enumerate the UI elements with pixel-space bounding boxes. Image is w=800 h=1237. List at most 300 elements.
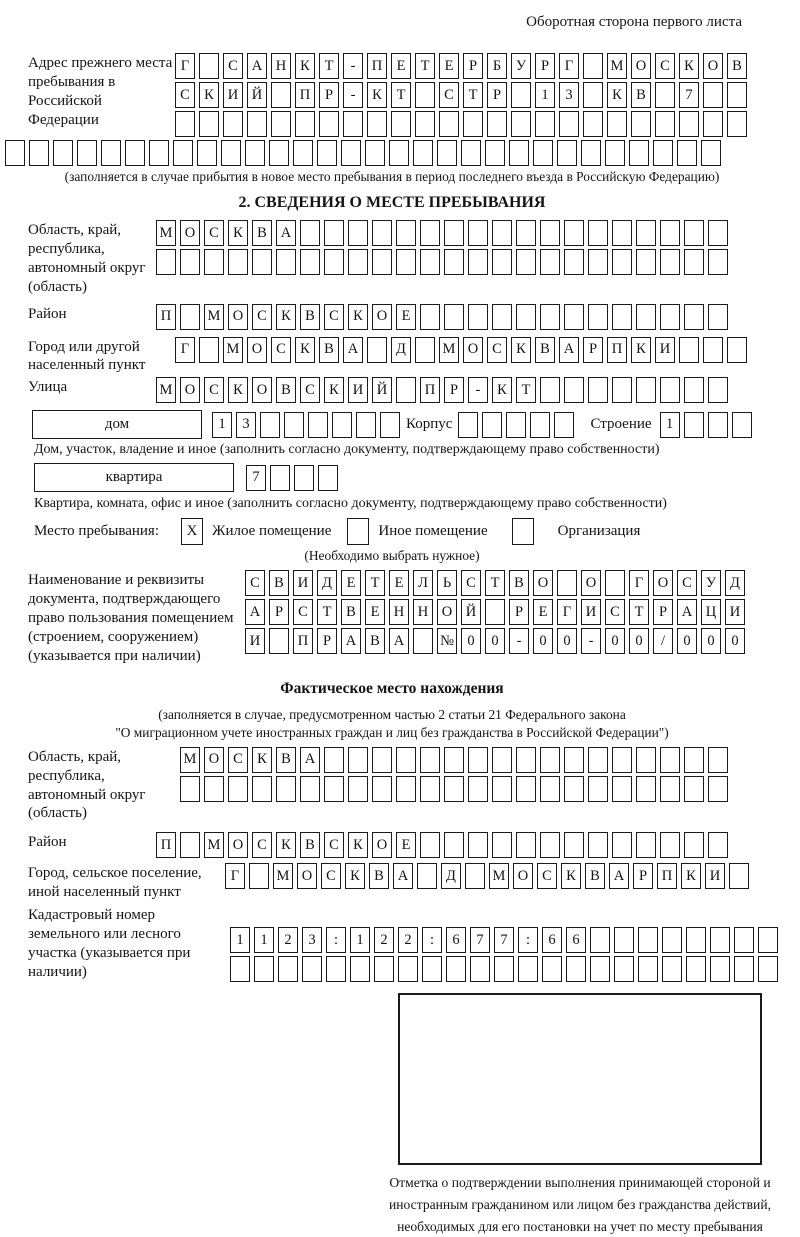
char-box[interactable]: С — [252, 832, 272, 858]
char-box[interactable] — [655, 111, 675, 137]
char-box[interactable] — [554, 412, 574, 438]
char-box[interactable] — [708, 220, 728, 246]
char-box[interactable]: В — [276, 377, 296, 403]
char-box[interactable]: К — [295, 53, 315, 79]
char-box[interactable] — [29, 140, 49, 166]
char-box[interactable]: - — [509, 628, 529, 654]
char-box[interactable] — [557, 140, 577, 166]
char-box[interactable] — [422, 956, 442, 982]
char-box[interactable] — [679, 111, 699, 137]
char-box[interactable] — [530, 412, 550, 438]
char-box[interactable]: 0 — [629, 628, 649, 654]
char-box[interactable]: / — [653, 628, 673, 654]
char-box[interactable] — [614, 956, 634, 982]
char-box[interactable]: В — [300, 304, 320, 330]
char-box[interactable] — [583, 53, 603, 79]
char-box[interactable] — [588, 776, 608, 802]
char-box[interactable] — [564, 377, 584, 403]
char-box[interactable] — [173, 140, 193, 166]
char-box[interactable] — [343, 111, 363, 137]
char-box[interactable]: Н — [271, 53, 291, 79]
char-box[interactable] — [542, 956, 562, 982]
char-box[interactable]: К — [511, 337, 531, 363]
char-box[interactable] — [380, 412, 400, 438]
char-box[interactable]: К — [607, 82, 627, 108]
char-box[interactable]: К — [324, 377, 344, 403]
char-box[interactable] — [295, 111, 315, 137]
char-box[interactable] — [204, 249, 224, 275]
char-box[interactable] — [506, 412, 526, 438]
char-box[interactable]: К — [345, 863, 365, 889]
char-box[interactable]: Р — [319, 82, 339, 108]
char-box[interactable]: № — [437, 628, 457, 654]
char-box[interactable]: В — [727, 53, 747, 79]
char-box[interactable]: 3 — [236, 412, 256, 438]
char-box[interactable]: 6 — [542, 927, 562, 953]
char-box[interactable]: Г — [175, 53, 195, 79]
char-box[interactable]: С — [487, 337, 507, 363]
char-box[interactable] — [180, 776, 200, 802]
char-box[interactable] — [356, 412, 376, 438]
apartment-name-box[interactable]: квартира — [34, 463, 234, 492]
char-box[interactable]: 0 — [605, 628, 625, 654]
char-box[interactable]: Е — [396, 832, 416, 858]
char-box[interactable] — [260, 412, 280, 438]
char-box[interactable]: В — [509, 570, 529, 596]
char-box[interactable] — [420, 220, 440, 246]
char-box[interactable] — [636, 832, 656, 858]
char-box[interactable] — [684, 304, 704, 330]
char-box[interactable]: К — [199, 82, 219, 108]
char-box[interactable] — [300, 776, 320, 802]
char-box[interactable] — [727, 337, 747, 363]
stay-type-checkbox-residential[interactable]: X — [181, 518, 203, 545]
char-box[interactable]: К — [295, 337, 315, 363]
char-box[interactable]: Е — [396, 304, 416, 330]
char-box[interactable]: Р — [444, 377, 464, 403]
char-box[interactable] — [487, 111, 507, 137]
char-box[interactable] — [734, 956, 754, 982]
char-box[interactable] — [588, 832, 608, 858]
char-box[interactable] — [653, 140, 673, 166]
char-box[interactable] — [636, 249, 656, 275]
char-box[interactable] — [324, 249, 344, 275]
char-box[interactable]: Р — [269, 599, 289, 625]
char-box[interactable]: С — [228, 747, 248, 773]
char-box[interactable] — [415, 337, 435, 363]
char-box[interactable] — [540, 220, 560, 246]
char-box[interactable]: Е — [533, 599, 553, 625]
char-box[interactable]: Р — [463, 53, 483, 79]
char-box[interactable]: О — [703, 53, 723, 79]
char-box[interactable] — [367, 111, 387, 137]
char-box[interactable] — [300, 220, 320, 246]
char-box[interactable]: П — [420, 377, 440, 403]
char-box[interactable] — [708, 747, 728, 773]
char-box[interactable] — [348, 747, 368, 773]
char-box[interactable] — [396, 776, 416, 802]
char-box[interactable] — [559, 111, 579, 137]
char-box[interactable]: Т — [463, 82, 483, 108]
char-box[interactable]: 6 — [446, 927, 466, 953]
char-box[interactable]: С — [439, 82, 459, 108]
char-box[interactable] — [398, 956, 418, 982]
char-box[interactable] — [612, 832, 632, 858]
char-box[interactable]: В — [585, 863, 605, 889]
char-box[interactable] — [372, 776, 392, 802]
char-box[interactable] — [252, 249, 272, 275]
char-box[interactable] — [492, 220, 512, 246]
char-box[interactable] — [492, 832, 512, 858]
char-box[interactable]: 0 — [677, 628, 697, 654]
char-box[interactable] — [710, 927, 730, 953]
char-box[interactable]: А — [245, 599, 265, 625]
char-box[interactable]: В — [276, 747, 296, 773]
char-box[interactable] — [588, 377, 608, 403]
char-box[interactable] — [732, 412, 752, 438]
char-box[interactable] — [588, 304, 608, 330]
char-box[interactable]: Р — [317, 628, 337, 654]
char-box[interactable]: К — [348, 304, 368, 330]
char-box[interactable]: С — [204, 377, 224, 403]
char-box[interactable] — [324, 220, 344, 246]
char-box[interactable] — [341, 140, 361, 166]
char-box[interactable]: М — [180, 747, 200, 773]
char-box[interactable]: - — [468, 377, 488, 403]
char-box[interactable]: О — [297, 863, 317, 889]
char-box[interactable] — [391, 111, 411, 137]
char-box[interactable]: П — [607, 337, 627, 363]
char-box[interactable]: Ц — [701, 599, 721, 625]
char-box[interactable] — [228, 249, 248, 275]
char-box[interactable] — [710, 956, 730, 982]
char-box[interactable] — [566, 956, 586, 982]
char-box[interactable]: Г — [557, 599, 577, 625]
char-box[interactable] — [230, 956, 250, 982]
char-box[interactable] — [662, 927, 682, 953]
char-box[interactable]: К — [276, 304, 296, 330]
char-box[interactable]: И — [705, 863, 725, 889]
char-box[interactable]: Т — [485, 570, 505, 596]
char-box[interactable]: С — [245, 570, 265, 596]
char-box[interactable]: Д — [317, 570, 337, 596]
char-box[interactable] — [758, 956, 778, 982]
char-box[interactable] — [612, 220, 632, 246]
char-box[interactable]: О — [180, 377, 200, 403]
char-box[interactable] — [708, 304, 728, 330]
char-box[interactable] — [180, 304, 200, 330]
char-box[interactable]: В — [369, 863, 389, 889]
char-box[interactable] — [590, 927, 610, 953]
char-box[interactable] — [684, 832, 704, 858]
char-box[interactable]: В — [631, 82, 651, 108]
char-box[interactable]: О — [372, 304, 392, 330]
char-box[interactable]: 1 — [230, 927, 250, 953]
char-box[interactable] — [516, 776, 536, 802]
char-box[interactable] — [245, 140, 265, 166]
char-box[interactable]: 0 — [485, 628, 505, 654]
char-box[interactable]: О — [463, 337, 483, 363]
char-box[interactable]: П — [293, 628, 313, 654]
char-box[interactable] — [396, 377, 416, 403]
char-box[interactable] — [468, 776, 488, 802]
char-box[interactable] — [77, 140, 97, 166]
char-box[interactable] — [367, 337, 387, 363]
char-box[interactable] — [631, 111, 651, 137]
char-box[interactable]: Е — [439, 53, 459, 79]
char-box[interactable]: О — [533, 570, 553, 596]
char-box[interactable] — [249, 863, 269, 889]
char-box[interactable]: О — [631, 53, 651, 79]
char-box[interactable]: 1 — [535, 82, 555, 108]
char-box[interactable] — [444, 776, 464, 802]
char-box[interactable] — [708, 776, 728, 802]
char-box[interactable] — [293, 140, 313, 166]
char-box[interactable]: - — [581, 628, 601, 654]
char-box[interactable]: - — [343, 53, 363, 79]
char-box[interactable]: А — [389, 628, 409, 654]
char-box[interactable] — [437, 140, 457, 166]
char-box[interactable]: В — [300, 832, 320, 858]
char-box[interactable]: П — [295, 82, 315, 108]
char-box[interactable] — [284, 412, 304, 438]
char-box[interactable] — [660, 776, 680, 802]
char-box[interactable] — [581, 140, 601, 166]
char-box[interactable]: П — [657, 863, 677, 889]
char-box[interactable] — [420, 832, 440, 858]
char-box[interactable]: С — [321, 863, 341, 889]
char-box[interactable]: О — [180, 220, 200, 246]
char-box[interactable] — [518, 956, 538, 982]
char-box[interactable]: 2 — [278, 927, 298, 953]
char-box[interactable]: В — [535, 337, 555, 363]
char-box[interactable] — [125, 140, 145, 166]
char-box[interactable] — [468, 832, 488, 858]
char-box[interactable] — [276, 776, 296, 802]
char-box[interactable] — [684, 412, 704, 438]
char-box[interactable]: Д — [391, 337, 411, 363]
char-box[interactable]: Г — [559, 53, 579, 79]
char-box[interactable] — [677, 140, 697, 166]
char-box[interactable] — [348, 220, 368, 246]
char-box[interactable] — [156, 249, 176, 275]
char-box[interactable] — [199, 53, 219, 79]
char-box[interactable]: - — [343, 82, 363, 108]
char-box[interactable]: С — [252, 304, 272, 330]
char-box[interactable] — [655, 82, 675, 108]
char-box[interactable]: С — [293, 599, 313, 625]
char-box[interactable] — [199, 111, 219, 137]
char-box[interactable]: Й — [247, 82, 267, 108]
char-box[interactable] — [446, 956, 466, 982]
char-box[interactable] — [494, 956, 514, 982]
stay-type-checkbox-organization[interactable] — [512, 518, 534, 545]
char-box[interactable] — [374, 956, 394, 982]
char-box[interactable]: А — [300, 747, 320, 773]
char-box[interactable] — [564, 304, 584, 330]
char-box[interactable]: С — [271, 337, 291, 363]
char-box[interactable] — [612, 249, 632, 275]
char-box[interactable]: О — [204, 747, 224, 773]
char-box[interactable] — [557, 570, 577, 596]
char-box[interactable]: Е — [391, 53, 411, 79]
char-box[interactable]: К — [631, 337, 651, 363]
char-box[interactable]: Р — [535, 53, 555, 79]
char-box[interactable] — [511, 82, 531, 108]
char-box[interactable]: С — [324, 304, 344, 330]
char-box[interactable] — [660, 304, 680, 330]
char-box[interactable]: И — [655, 337, 675, 363]
char-box[interactable] — [247, 111, 267, 137]
char-box[interactable] — [458, 412, 478, 438]
stay-type-checkbox-other-premises[interactable] — [347, 518, 369, 545]
char-box[interactable] — [686, 927, 706, 953]
char-box[interactable]: О — [228, 832, 248, 858]
char-box[interactable]: 0 — [557, 628, 577, 654]
char-box[interactable]: 7 — [494, 927, 514, 953]
char-box[interactable] — [492, 776, 512, 802]
char-box[interactable] — [326, 956, 346, 982]
char-box[interactable] — [684, 220, 704, 246]
char-box[interactable] — [396, 249, 416, 275]
char-box[interactable]: К — [367, 82, 387, 108]
char-box[interactable] — [660, 220, 680, 246]
char-box[interactable] — [302, 956, 322, 982]
char-box[interactable] — [564, 832, 584, 858]
char-box[interactable] — [564, 776, 584, 802]
char-box[interactable] — [535, 111, 555, 137]
char-box[interactable] — [605, 570, 625, 596]
char-box[interactable]: С — [223, 53, 243, 79]
char-box[interactable]: Г — [225, 863, 245, 889]
char-box[interactable] — [420, 249, 440, 275]
char-box[interactable] — [636, 747, 656, 773]
char-box[interactable]: С — [605, 599, 625, 625]
char-box[interactable]: С — [204, 220, 224, 246]
char-box[interactable] — [492, 304, 512, 330]
char-box[interactable] — [197, 140, 217, 166]
char-box[interactable] — [636, 377, 656, 403]
char-box[interactable] — [5, 140, 25, 166]
char-box[interactable] — [612, 776, 632, 802]
char-box[interactable]: П — [156, 832, 176, 858]
char-box[interactable] — [350, 956, 370, 982]
char-box[interactable] — [679, 337, 699, 363]
char-box[interactable] — [223, 111, 243, 137]
char-box[interactable]: К — [561, 863, 581, 889]
char-box[interactable]: : — [326, 927, 346, 953]
char-box[interactable] — [319, 111, 339, 137]
char-box[interactable] — [485, 140, 505, 166]
char-box[interactable]: 1 — [660, 412, 680, 438]
char-box[interactable] — [684, 377, 704, 403]
char-box[interactable]: Б — [487, 53, 507, 79]
char-box[interactable] — [607, 111, 627, 137]
char-box[interactable] — [583, 82, 603, 108]
char-box[interactable]: К — [492, 377, 512, 403]
char-box[interactable] — [734, 927, 754, 953]
char-box[interactable]: Т — [365, 570, 385, 596]
char-box[interactable] — [708, 412, 728, 438]
char-box[interactable]: В — [319, 337, 339, 363]
char-box[interactable] — [461, 140, 481, 166]
char-box[interactable]: 6 — [566, 927, 586, 953]
char-box[interactable] — [252, 776, 272, 802]
char-box[interactable] — [348, 249, 368, 275]
char-box[interactable] — [271, 111, 291, 137]
char-box[interactable]: 3 — [302, 927, 322, 953]
char-box[interactable] — [588, 220, 608, 246]
char-box[interactable]: О — [653, 570, 673, 596]
char-box[interactable]: 2 — [398, 927, 418, 953]
char-box[interactable] — [638, 956, 658, 982]
char-box[interactable] — [540, 776, 560, 802]
char-box[interactable]: А — [343, 337, 363, 363]
char-box[interactable]: С — [300, 377, 320, 403]
char-box[interactable]: И — [581, 599, 601, 625]
char-box[interactable] — [420, 747, 440, 773]
char-box[interactable] — [511, 111, 531, 137]
char-box[interactable] — [660, 832, 680, 858]
char-box[interactable] — [444, 304, 464, 330]
char-box[interactable] — [516, 249, 536, 275]
char-box[interactable]: М — [489, 863, 509, 889]
char-box[interactable]: Е — [389, 570, 409, 596]
char-box[interactable]: М — [156, 220, 176, 246]
char-box[interactable] — [372, 220, 392, 246]
char-box[interactable]: К — [228, 377, 248, 403]
char-box[interactable] — [540, 832, 560, 858]
char-box[interactable] — [758, 927, 778, 953]
char-box[interactable] — [727, 82, 747, 108]
char-box[interactable]: 1 — [350, 927, 370, 953]
char-box[interactable] — [509, 140, 529, 166]
char-box[interactable]: : — [422, 927, 442, 953]
char-box[interactable] — [269, 628, 289, 654]
char-box[interactable]: Т — [391, 82, 411, 108]
char-box[interactable] — [254, 956, 274, 982]
char-box[interactable] — [221, 140, 241, 166]
char-box[interactable] — [612, 304, 632, 330]
char-box[interactable] — [636, 304, 656, 330]
char-box[interactable] — [727, 111, 747, 137]
char-box[interactable] — [516, 832, 536, 858]
char-box[interactable] — [420, 304, 440, 330]
char-box[interactable]: Т — [415, 53, 435, 79]
char-box[interactable] — [317, 140, 337, 166]
char-box[interactable] — [294, 465, 314, 491]
char-box[interactable] — [101, 140, 121, 166]
char-box[interactable]: С — [175, 82, 195, 108]
char-box[interactable] — [348, 776, 368, 802]
char-box[interactable]: Т — [629, 599, 649, 625]
house-name-box[interactable]: дом — [32, 410, 202, 439]
char-box[interactable]: И — [348, 377, 368, 403]
char-box[interactable]: 7 — [246, 465, 266, 491]
char-box[interactable] — [324, 747, 344, 773]
char-box[interactable] — [516, 304, 536, 330]
char-box[interactable]: 3 — [559, 82, 579, 108]
char-box[interactable]: А — [341, 628, 361, 654]
char-box[interactable] — [662, 956, 682, 982]
char-box[interactable] — [516, 747, 536, 773]
char-box[interactable] — [703, 111, 723, 137]
char-box[interactable] — [612, 377, 632, 403]
char-box[interactable] — [389, 140, 409, 166]
char-box[interactable] — [365, 140, 385, 166]
char-box[interactable]: Ь — [437, 570, 457, 596]
char-box[interactable]: М — [204, 304, 224, 330]
